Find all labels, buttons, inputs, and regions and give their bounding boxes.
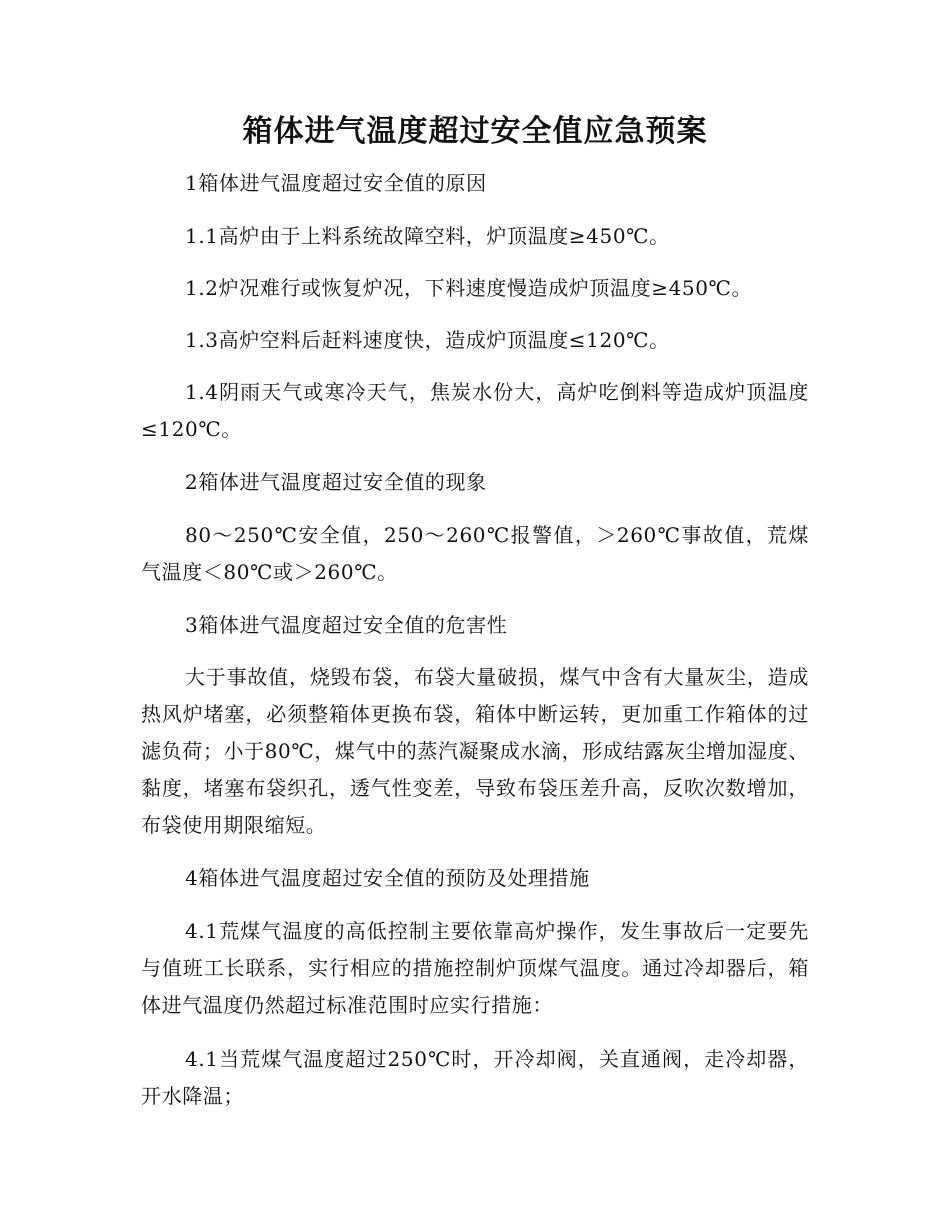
paragraph-3-body: 大于事故值，烧毁布袋，布袋大量破损，煤气中含有大量灰尘，造成热风炉堵塞，必须整箱体更换布袋，箱体中断运转，更加重工作箱体的过滤负荷；小于80℃，煤气中的蒸汽凝聚成水滴，形成结露灰尘增加湿度、黏度，堵塞布袋织孔，透气性变差，导致布袋压差升高，反吹次数增加，布袋使用期限缩短。	[141, 665, 809, 837]
paragraph-2-body: 80～250℃安全值，250～260℃报警值，＞260℃事故值，荒煤气温度＜80℃或＞260℃。	[141, 523, 809, 584]
paragraph-1-3: 1.3高炉空料后赶料速度快，造成炉顶温度≤120℃。	[185, 328, 670, 352]
section-3-heading: 3箱体进气温度超过安全值的危害性	[185, 613, 508, 637]
paragraph-4-1-b: 4.1当荒煤气温度超过250℃时，开冷却阀，关直通阀，走冷却器，开水降温；	[141, 1047, 809, 1108]
paragraph-1-4: 1.4阴雨天气或寒冷天气，焦炭水份大，高炉吃倒料等造成炉顶温度≤120℃。	[141, 380, 809, 441]
document-title: 箱体进气温度超过安全值应急预案	[242, 114, 708, 149]
paragraph-4-1-a: 4.1荒煤气温度的高低控制主要依靠高炉操作，发生事故后一定要先与值班工长联系，实行相应的措施控制炉顶煤气温度。通过冷却器后，箱体进气温度仍然超过标准范围时应实行措施：	[141, 919, 809, 1017]
paragraph-1-1: 1.1高炉由于上料系统故障空料，炉顶温度≥450℃。	[185, 224, 670, 248]
section-2-heading: 2箱体进气温度超过安全值的现象	[185, 470, 487, 494]
paragraph-1-2: 1.2炉况难行或恢复炉况，下料速度慢造成炉顶温度≥450℃。	[185, 276, 753, 300]
section-4-heading: 4箱体进气温度超过安全值的预防及处理措施	[185, 866, 590, 890]
section-1-heading: 1箱体进气温度超过安全值的原因	[185, 171, 487, 195]
